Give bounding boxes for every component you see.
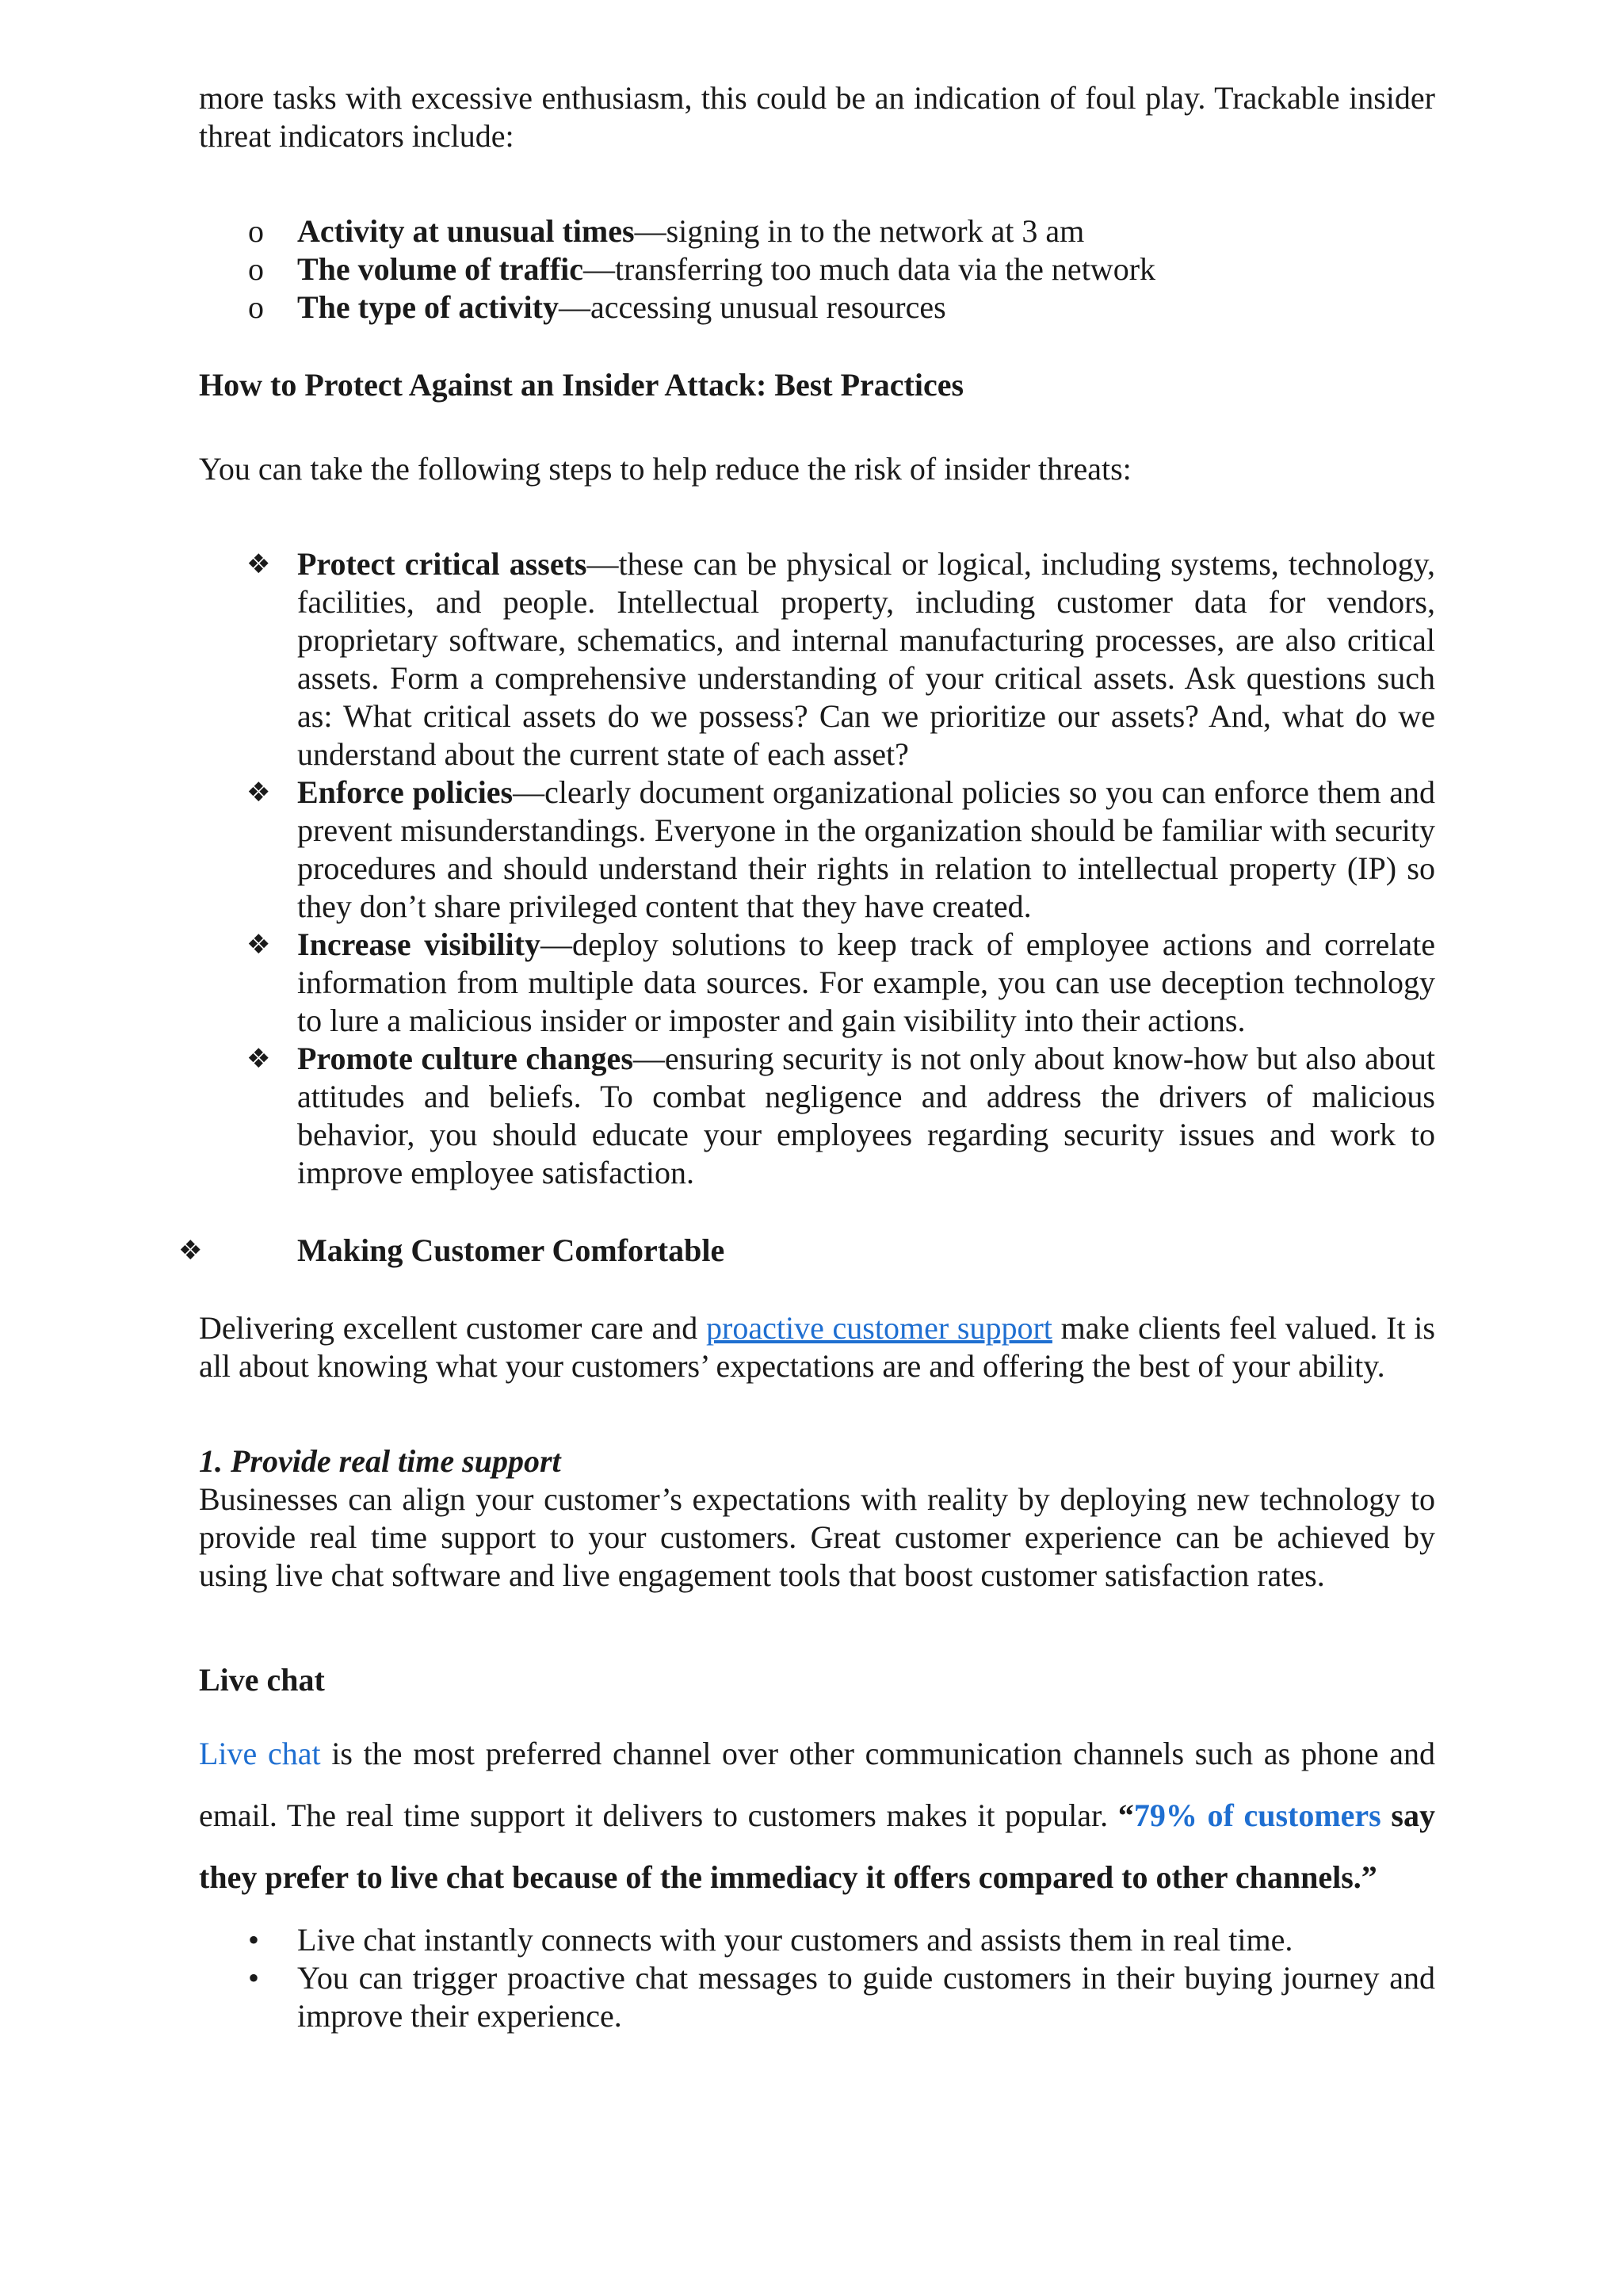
section-intro: You can take the following steps to help reduce the risk of insider threats:	[199, 451, 1132, 487]
item-title: Promote culture changes	[297, 1041, 633, 1076]
item-text: —deploy solutions to keep track of employee actions and correlate information from multiple data sources. For example, you can use deception technology to lure a malicious insider or imposter and gain visibility into their actions.	[297, 926, 1435, 1038]
item-title: The volume of traffic	[297, 251, 584, 287]
diamond-bullet-icon: ❖	[178, 1235, 203, 1266]
item-title: Enforce policies	[297, 774, 514, 810]
item-title: Activity at unusual times	[297, 213, 635, 249]
item-title: The type of activity	[297, 289, 559, 325]
intro-paragraph: more tasks with excessive enthusiasm, this could be an indication of foul play. Trackable insider threat indicators include:	[199, 80, 1435, 154]
diamond-bullet-icon: ❖	[246, 777, 271, 808]
livechat-heading: Live chat	[199, 1662, 325, 1698]
item-text: You can trigger proactive chat messages to guide customers in their buying journey and improve their experience.	[297, 1960, 1435, 2034]
diamond-bullet-icon: ❖	[246, 548, 271, 580]
circle-bullet-icon: o	[248, 251, 264, 287]
item-text: —ensuring security is not only about know-how but also about attitudes and beliefs. To combat negligence and address the drivers of malicious behavior, you should educate your employees regarding security issues and work to improve employee satisfaction.	[297, 1041, 1436, 1190]
best-practice-list	[199, 545, 1435, 1192]
list-item	[199, 288, 1435, 327]
section-heading: How to Protect Against an Insider Attack: Best Practices	[199, 367, 964, 403]
realtime-heading: 1. Provide real time support	[199, 1443, 561, 1479]
livechat-paragraph	[199, 1723, 1435, 1908]
diamond-bullet-icon: ❖	[246, 929, 271, 961]
diamond-bullet-icon: ❖	[246, 1043, 271, 1075]
customer-paragraph	[199, 1309, 1435, 1385]
list-item	[199, 212, 1435, 250]
proactive-support-link[interactable]: proactive customer support	[706, 1310, 1052, 1346]
item-text: —transferring too much data via the network	[583, 251, 1156, 287]
paragraph-text: Delivering excellent customer care and	[199, 1310, 707, 1346]
item-title: Protect critical assets	[297, 546, 587, 582]
customer-heading-text: Making Customer Comfortable	[297, 1232, 725, 1268]
dot-bullet-icon: •	[248, 1960, 260, 1996]
livechat-link[interactable]: Live chat	[199, 1736, 321, 1771]
dot-bullet-icon: •	[248, 1922, 260, 1958]
list-item	[199, 774, 1435, 926]
paragraph-text: make clients feel valued. It is all about knowing what your customers’ expectations are and offering the best of your ability.	[199, 1310, 1435, 1384]
customer-heading	[178, 1232, 1435, 1270]
circle-bullet-icon: o	[248, 289, 264, 325]
livechat-bullet-list	[199, 1921, 1435, 2035]
realtime-paragraph: Businesses can align your customer’s expectations with reality by deploying new technology to provide real time support to your customers. Great customer experience can be achieved by using live chat software and live engagement tools that boost customer satisfaction rates.	[199, 1481, 1435, 1593]
list-item	[199, 1040, 1435, 1192]
stat-highlight: 79% of customers	[1133, 1797, 1381, 1833]
quote-text: say they prefer to live chat because of the immediacy it offers compared to other channels.”	[199, 1797, 1435, 1895]
indicator-list	[199, 212, 1435, 327]
list-item	[199, 1921, 1435, 1959]
list-item	[199, 250, 1435, 288]
item-text: —clearly document organizational policies so you can enforce them and prevent misunderstandings. Everyone in the organization should be familiar with security procedures and should understand their rights in relation to intellectual property (IP) so they don’t share privileged content that they have created.	[297, 774, 1436, 924]
list-item	[199, 926, 1435, 1040]
list-item	[199, 545, 1435, 774]
item-text: —these can be physical or logical, including systems, technology, facilities, and people. Intellectual property, including customer data for vendors, proprietary software, schematics, and internal manufacturing processes, are also critical assets. Form a comprehensive understanding of your critical assets. Ask questions such as: What critical assets do we possess? Can we prioritize our assets? And, what do we understand about the current state of each asset?	[297, 546, 1435, 772]
item-text: Live chat instantly connects with your customers and assists them in real time.	[297, 1922, 1293, 1958]
list-item	[199, 1959, 1435, 2035]
circle-bullet-icon: o	[248, 213, 264, 249]
item-title: Increase visibility	[297, 926, 540, 962]
paragraph-text: is the most preferred channel over other communication channels such as phone and email. The real time support it delivers to customers makes it popular.	[199, 1736, 1436, 1833]
document-page	[178, 79, 1436, 2035]
item-text: —signing in to the network at 3 am	[634, 213, 1085, 249]
quote-mark: “	[1117, 1797, 1134, 1833]
item-text: —accessing unusual resources	[558, 289, 946, 325]
